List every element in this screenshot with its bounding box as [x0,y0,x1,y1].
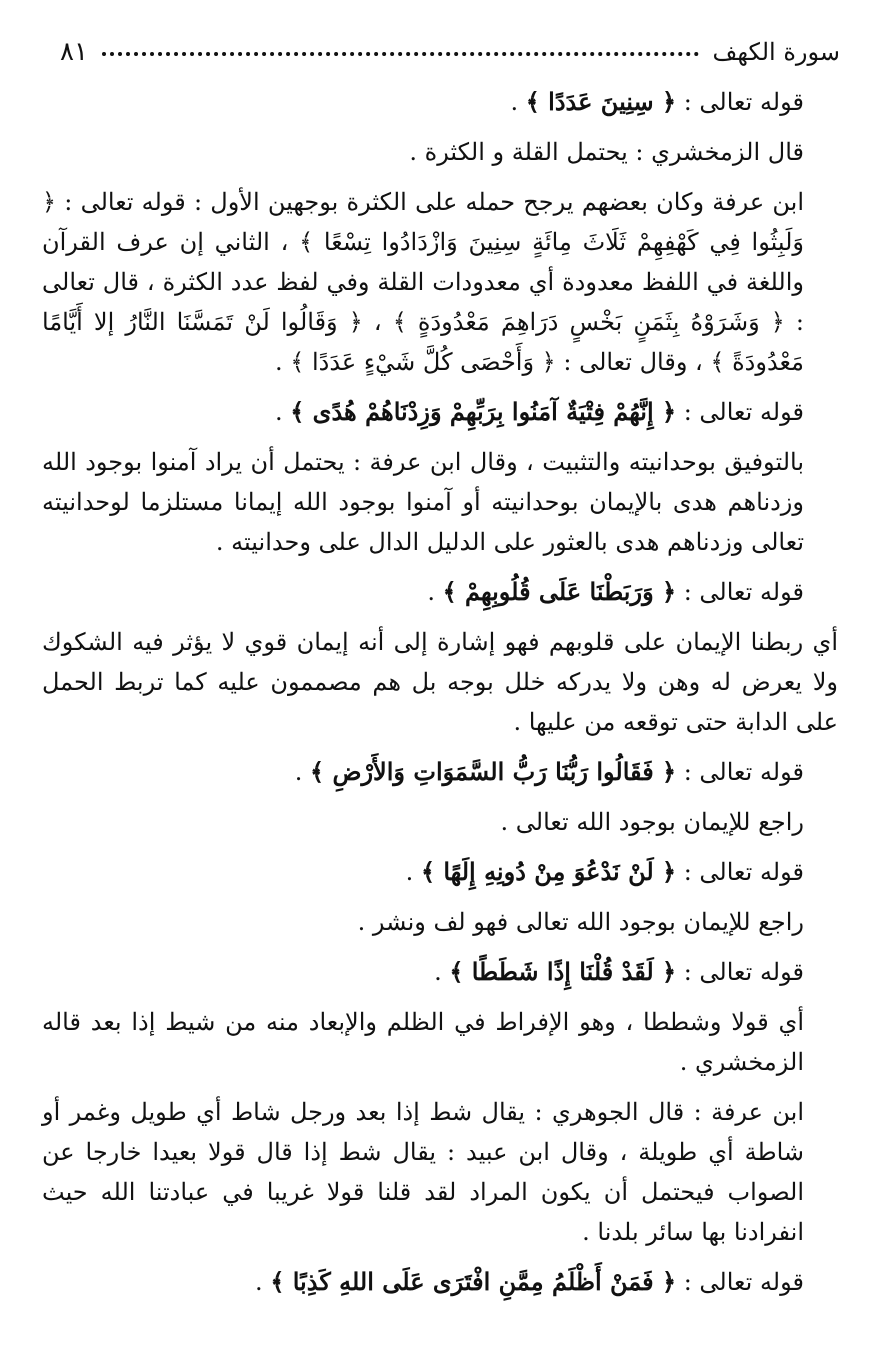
verse-line [42,1262,838,1302]
verse-suffix: . [427,578,443,606]
verse-line [42,752,838,792]
verse-line [42,952,838,992]
commentary-paragraph: قال الزمخشري : يحتمل القلة و الكثرة . [409,138,804,166]
surah-title: سورة الكهف [712,38,840,66]
verse-prefix: قوله تعالى : [676,88,804,116]
page-number: ٨١ [60,37,88,67]
verse-line [42,852,838,892]
quran-verse: ﴿ فَمَنْ أَظْلَمُ مِمَّنِ افْتَرَى عَلَى اللهِ كَذِبًا ﴾ [270,1267,677,1296]
verse-line [42,572,838,612]
page-header [60,30,840,74]
verse-suffix: . [405,858,421,886]
verse-suffix: . [255,1268,271,1296]
commentary-paragraph: أي قولا وشططا ، وهو الإفراط في الظلم والإبعاد منه من شيط إذا بعد قاله الزمخشري . [42,1008,804,1076]
commentary-paragraph: راجع للإيمان بوجود الله تعالى فهو لف ونشر . [357,908,804,936]
verse-line [42,82,838,122]
verse-suffix: . [510,88,526,116]
dotted-leader [102,52,699,56]
commentary-paragraph: ابن عرفة : قال الجوهري : يقال شط إذا بعد ورجل شاط أي طويل وغمر أو شاطة أي طويلة ، وقال ابن عبيد : يقال شط إذا قال قولا بعيدا خارجا عن الصواب فيحتمل أن يكون المراد لقد قلنا قولا غريبا في عبادتنا الله حيث انفرادنا بها سائر بلدنا . [42,1098,804,1246]
page-body [42,82,838,1312]
quran-verse: ﴿ سِنِينَ عَدَدًا ﴾ [525,87,677,116]
quran-verse: ﴿ فَقَالُوا رَبُّنَا رَبُّ السَّمَوَاتِ وَالأَرْضِ ﴾ [310,757,677,786]
quran-verse: ﴿ إِنَّهُمْ فِتْيَةٌ آمَنُوا بِرَبِّهِمْ وَزِدْنَاهُمْ هُدًى ﴾ [290,397,677,426]
quran-verse: ﴿ لَقَدْ قُلْنَا إِذًا شَطَطًا ﴾ [449,957,677,986]
commentary-paragraph: راجع للإيمان بوجود الله تعالى . [500,808,804,836]
verse-prefix: قوله تعالى : [676,1268,804,1296]
verse-prefix: قوله تعالى : [676,958,804,986]
commentary-paragraph: بالتوفيق بوحدانيته والتثبيت ، وقال ابن عرفة : يحتمل أن يراد آمنوا بوجود الله وزدناهم هدى بالإيمان بوحدانيته أو آمنوا بوجود الله إيمانا مستلزما لوحدانيته تعالى وزدناهم هدى بالعثور على الدليل الدال على وحدانيته . [42,448,804,556]
verse-line [42,392,838,432]
verse-prefix: قوله تعالى : [676,578,804,606]
verse-suffix: . [274,398,291,426]
verse-prefix: قوله تعالى : [676,398,804,426]
verse-prefix: قوله تعالى : [676,858,804,886]
quran-verse: ﴿ وَرَبَطْنَا عَلَى قُلُوبِهِمْ ﴾ [442,577,677,606]
commentary-paragraph: ابن عرفة وكان بعضهم يرجح حمله على الكثرة بوجهين الأول : قوله تعالى : ﴿ وَلَبِثُوا فِي كَهْفِهِمْ ثَلَاثَ مِائَةٍ سِنِينَ وَازْدَادُوا تِسْعًا ﴾ ، الثاني إن عرف القرآن واللغة في اللفظ معدودة أي معدودات القلة وفي لفظ عدد الكثرة ، قال تعالى : ﴿ وَشَرَوْهُ بِثَمَنٍ بَخْسٍ دَرَاهِمَ مَعْدُودَةٍ ﴾ ، ﴿ وَقَالُوا لَنْ تَمَسَّنَا النَّارُ إلا أَيَّامًا مَعْدُودَةً ﴾ ، وقال تعالى : ﴿ وَأَحْصَى كُلَّ شَيْءٍ عَدَدًا ﴾ . [42,188,805,376]
verse-suffix: . [434,958,450,986]
verse-prefix: قوله تعالى : [676,758,804,786]
verse-suffix: . [294,758,311,786]
quran-verse: ﴿ لَنْ نَدْعُوَ مِنْ دُونِهِ إِلَهًا ﴾ [420,857,677,886]
commentary-paragraph: أي ربطنا الإيمان على قلوبهم فهو إشارة إلى أنه إيمان قوي لا يؤثر فيه الشكوك ولا يعرض له وهن ولا يدركه خلل بوجه بل هم مصممون عليه كما تربط الحمل على الدابة حتى توقعه من عليها . [42,628,838,736]
